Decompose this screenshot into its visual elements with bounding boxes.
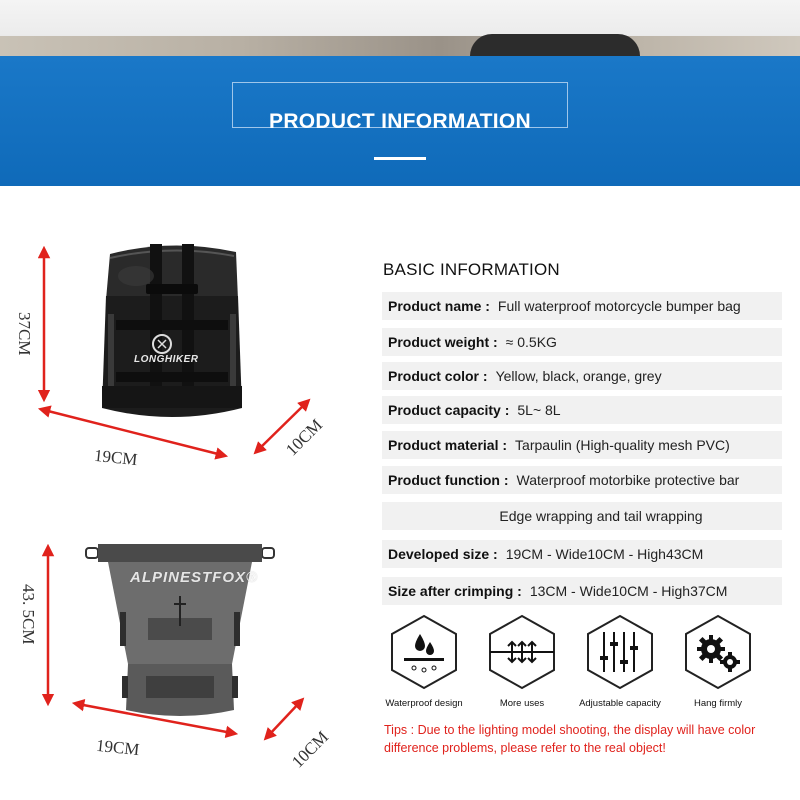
feature-hang-firmly <box>678 612 758 692</box>
feature-label-hang: Hang firmly <box>693 698 743 709</box>
feature-waterproof <box>384 612 464 692</box>
feature-label-waterproof: Waterproof design <box>385 698 463 709</box>
info-row-name <box>382 292 782 320</box>
feature-adjustable <box>580 612 660 692</box>
bag2-height-label: 43. 5CM <box>19 584 38 645</box>
info-value: ≈ 0.5KG <box>505 334 557 350</box>
info-key: Product function : <box>388 472 509 488</box>
gears-icon <box>678 612 758 692</box>
info-value: Edge wrapping and tail wrapping <box>499 508 703 524</box>
tips-note: Tips : Due to the lighting model shooting, the display will have color difference problems, please refer to the real object! <box>384 723 756 755</box>
bag2-watermark: ALPINESTFOX® <box>130 569 259 586</box>
info-key: Product name : <box>388 298 490 314</box>
info-value: 13CM - Wide10CM - High37CM <box>529 583 728 599</box>
info-row-crimped-size <box>382 577 782 605</box>
info-value: Full waterproof motorcycle bumper bag <box>497 298 741 314</box>
feature-label-more-uses: More uses <box>499 698 545 709</box>
info-value: Waterproof motorbike protective bar <box>516 472 740 488</box>
info-value: Tarpaulin (High-quality mesh PVC) <box>515 437 730 453</box>
bag1-depth-label: 10CM <box>282 415 327 460</box>
info-key: Product capacity : <box>388 402 510 418</box>
info-row-capacity <box>382 396 782 424</box>
info-value: Yellow, black, orange, grey <box>495 368 662 384</box>
basic-info-heading: BASIC INFORMATION <box>383 260 560 279</box>
info-key: Product color : <box>388 368 488 384</box>
sliders-icon <box>580 612 660 692</box>
info-value: 19CM - Wide10CM - High43CM <box>505 546 704 562</box>
info-key: Product weight : <box>388 334 498 350</box>
info-key: Size after crimping : <box>388 583 522 599</box>
bag1-brand: LONGHIKER <box>134 354 199 365</box>
info-row-function <box>382 466 782 494</box>
bag1-width-label: 19CM <box>93 445 139 470</box>
banner-title: PRODUCT INFORMATION <box>269 110 531 133</box>
info-row-material <box>382 431 782 459</box>
info-row-weight <box>382 328 782 356</box>
feature-label-adjustable: Adjustable capacity <box>579 698 661 709</box>
info-value: 5L~ 8L <box>517 402 561 418</box>
waterproof-icon <box>384 612 464 692</box>
bag-grey-image <box>82 536 278 724</box>
info-row-function-extra <box>382 502 782 530</box>
feature-more-uses <box>482 612 562 692</box>
bag-black-image <box>96 236 248 424</box>
bag1-height-label: 37CM <box>15 312 34 356</box>
info-row-color <box>382 362 782 390</box>
info-key: Product material : <box>388 437 508 453</box>
info-key: Developed size : <box>388 546 498 562</box>
info-row-developed-size <box>382 540 782 568</box>
arrows-icon <box>482 612 562 692</box>
bag2-width-label: 19CM <box>95 735 141 760</box>
bag2-depth-label: 10CM <box>288 727 333 772</box>
